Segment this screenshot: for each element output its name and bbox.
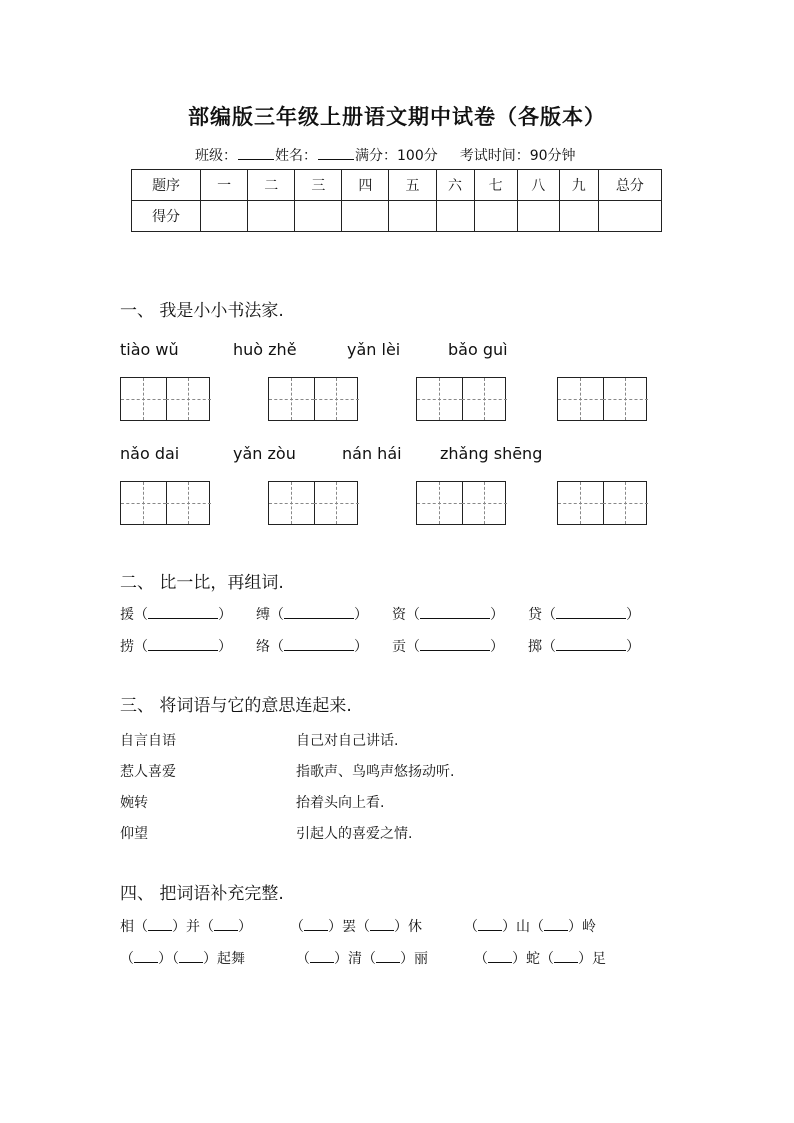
name-label: 姓名： [275, 148, 317, 164]
section1-heading: 一、 我是小小书法家. [120, 301, 284, 321]
answer-blank[interactable] [556, 606, 626, 619]
idiom-item: （ ）（ ）起舞 [120, 951, 245, 967]
meaning-item[interactable]: 自己对自己讲话. [296, 733, 399, 749]
score-table-score-row [132, 201, 662, 232]
answer-blank[interactable] [148, 918, 172, 931]
compare-item: 缚（ ） [256, 607, 368, 623]
idiom-item: （ ）罢（ ）休 [290, 919, 422, 935]
class-blank[interactable] [238, 149, 274, 160]
answer-blank[interactable] [420, 606, 490, 619]
score-cell[interactable] [559, 201, 598, 232]
pinyin: tiào wǔ [120, 340, 179, 359]
writing-grid[interactable] [268, 481, 358, 525]
compare-item: 资（ ） [392, 607, 504, 623]
header-cell: 题序 [132, 170, 201, 201]
answer-blank[interactable] [420, 638, 490, 651]
answer-blank[interactable] [134, 950, 158, 963]
header-cell: 八 [517, 170, 559, 201]
answer-blank[interactable] [544, 918, 568, 931]
header-cell: 九 [559, 170, 598, 201]
pinyin: zhǎng shēng [440, 444, 543, 463]
answer-blank[interactable] [554, 950, 578, 963]
section3-heading: 三、 将词语与它的意思连起来. [120, 696, 352, 716]
idiom-item: 相（ ）并（ ） [120, 919, 252, 935]
score-cell[interactable] [201, 201, 248, 232]
pinyin: huò zhě [233, 340, 297, 359]
writing-grid[interactable] [120, 377, 210, 421]
score-cell[interactable] [474, 201, 517, 232]
header-cell: 五 [389, 170, 436, 201]
class-label: 班级： [195, 148, 237, 164]
idiom-item: （ ）清（ ）丽 [296, 951, 428, 967]
score-table [131, 169, 662, 232]
pinyin: nǎo dai [120, 444, 180, 463]
score-cell[interactable] [248, 201, 295, 232]
compare-item: 络（ ） [256, 639, 368, 655]
header-cell: 一 [201, 170, 248, 201]
pinyin: yǎn lèi [347, 340, 401, 359]
idiom-item: （ ）蛇（ ）足 [474, 951, 606, 967]
idiom-item: （ ）山（ ）岭 [464, 919, 596, 935]
score-cell[interactable] [389, 201, 436, 232]
header-cell: 二 [248, 170, 295, 201]
answer-blank[interactable] [370, 918, 394, 931]
score-cell[interactable] [436, 201, 474, 232]
answer-blank[interactable] [148, 606, 218, 619]
score-cell[interactable] [598, 201, 661, 232]
answer-blank[interactable] [478, 918, 502, 931]
section4-heading: 四、 把词语补充完整. [120, 884, 284, 904]
answer-blank[interactable] [148, 638, 218, 651]
header-cell: 七 [474, 170, 517, 201]
writing-grid[interactable] [268, 377, 358, 421]
compare-item: 贡（ ） [392, 639, 504, 655]
meaning-item[interactable]: 抬着头向上看. [296, 795, 385, 811]
meaning-item[interactable]: 引起人的喜爱之情. [296, 826, 413, 842]
writing-grid[interactable] [557, 377, 647, 421]
exam-info [195, 145, 576, 165]
pinyin: nán hái [342, 444, 402, 463]
compare-item: 掷（ ） [528, 639, 640, 655]
term-item[interactable]: 婉转 [120, 795, 148, 811]
compare-item: 捞（ ） [120, 639, 232, 655]
term-item[interactable]: 仰望 [120, 826, 148, 842]
answer-blank[interactable] [284, 606, 354, 619]
term-item[interactable]: 自言自语 [120, 733, 176, 749]
score-cell[interactable] [342, 201, 389, 232]
header-cell: 四 [342, 170, 389, 201]
score-cell[interactable] [517, 201, 559, 232]
score-cell[interactable] [295, 201, 342, 232]
pinyin: bǎo guì [448, 340, 508, 359]
writing-grid[interactable] [120, 481, 210, 525]
full-score: 满分：100分 [355, 148, 438, 164]
writing-grid[interactable] [416, 377, 506, 421]
writing-grid[interactable] [416, 481, 506, 525]
answer-blank[interactable] [179, 950, 203, 963]
header-cell: 总分 [598, 170, 661, 201]
score-table-header-row [132, 170, 662, 201]
answer-blank[interactable] [214, 918, 238, 931]
compare-item: 贷（ ） [528, 607, 640, 623]
exam-time: 考试时间：90分钟 [459, 148, 576, 164]
section2-heading: 二、 比一比，再组词. [120, 573, 284, 593]
answer-blank[interactable] [556, 638, 626, 651]
header-cell: 三 [295, 170, 342, 201]
pinyin: yǎn zòu [233, 444, 296, 463]
writing-grid[interactable] [557, 481, 647, 525]
answer-blank[interactable] [376, 950, 400, 963]
page-title: 部编版三年级上册语文期中试卷（各版本） [188, 104, 606, 129]
header-cell: 六 [436, 170, 474, 201]
answer-blank[interactable] [284, 638, 354, 651]
name-blank[interactable] [318, 149, 354, 160]
compare-item: 援（ ） [120, 607, 232, 623]
answer-blank[interactable] [488, 950, 512, 963]
term-item[interactable]: 惹人喜爱 [120, 764, 176, 780]
meaning-item[interactable]: 指歌声、鸟鸣声悠扬动听. [296, 764, 455, 780]
answer-blank[interactable] [304, 918, 328, 931]
answer-blank[interactable] [310, 950, 334, 963]
score-row-label: 得分 [132, 201, 201, 232]
